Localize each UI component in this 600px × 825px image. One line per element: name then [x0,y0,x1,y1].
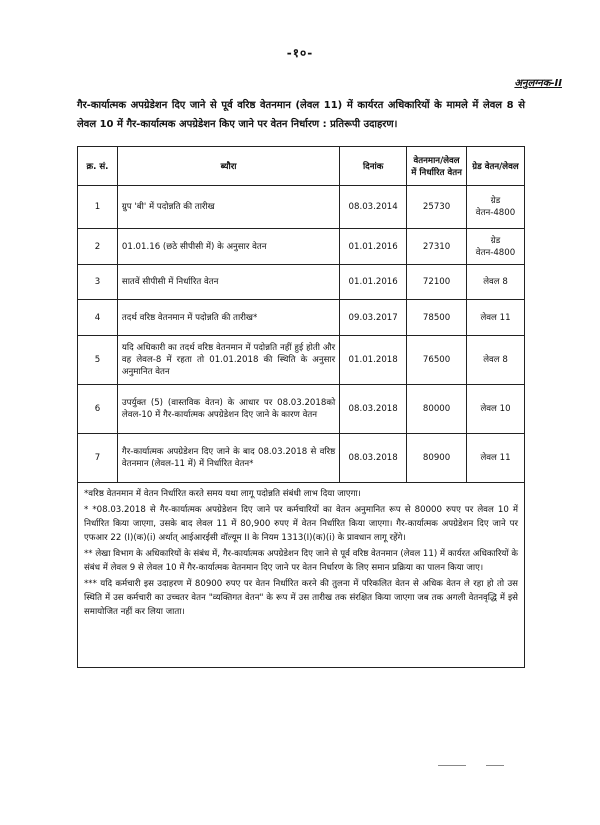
cell-date: 01.01.2018 [340,336,407,385]
cell-grade: लेवल 8 [467,336,525,385]
scan-mark [438,765,466,766]
cell-details: 01.01.16 (छठे सीपीसी में) के अनुसार वेतन [117,229,339,265]
table-row [78,336,525,385]
header-pay: वेतनमान/लेवल में निर्धारित वेतन [407,147,467,186]
cell-date: 09.03.2017 [340,300,407,336]
note-2: * *08.03.2018 से गैर-कार्यात्मक अपग्रेडेशन दिए जाने पर कर्मचारियों का वेतन अनुमानित रूप से 80000 रुपए पर लेवल 10 में निर्धारित किया जाएगा, उसके बाद लेवल 11 में 80,900 रुपए में वेतन निर्धारित किया जाएगा। गैर-कार्यात्मक अपग्रेडेशन दिए जाने पर एफआर 22 (I)(क)(i) अर्थात् आईआरईसी वॉल्यूम II के नियम 1313(I)(क)(i) के प्रावधान लागू रहेंगे। [84,505,518,543]
notes-cell [78,483,525,668]
cell-pay: 78500 [407,300,467,336]
cell-details: सातवें सीपीसी में निर्धारित वेतन [117,265,339,300]
table-row [78,385,525,434]
cell-pay: 72100 [407,265,467,300]
table-row [78,229,525,265]
cell-grade: लेवल 8 [467,265,525,300]
table-row [78,434,525,483]
cell-pay: 76500 [407,336,467,385]
cell-grade: लेवल 11 [467,434,525,483]
cell-grade: लेवल 11 [467,300,525,336]
annexure-label: अनुलग्नक-II [514,78,562,89]
cell-details: ग्रुप 'बी' में पदोन्नति की तारीख [117,186,339,229]
cell-pay: 27310 [407,229,467,265]
scan-mark [486,765,504,766]
cell-pay: 80000 [407,385,467,434]
cell-grade: लेवल 10 [467,385,525,434]
header-serial: क्र. सं. [78,147,118,186]
cell-pay: 80900 [407,434,467,483]
cell-serial: 6 [78,385,118,434]
cell-date: 08.03.2018 [340,385,407,434]
cell-details: गैर-कार्यात्मक अपग्रेडेशन दिए जाने के बाद 08.03.2018 से वरिष्ठ वेतनमान (लेवल-11 में) में निर्धारित वेतन* [117,434,339,483]
cell-details: उपर्युक्त (5) (वास्तविक वेतन) के आधार पर 08.03.2018को लेवल-10 में गैर-कार्यात्मक अपग्रेडेशन दिए जाने के कारण वेतन [117,385,339,434]
cell-serial: 5 [78,336,118,385]
table-row [78,186,525,229]
table-row [78,265,525,300]
cell-serial: 7 [78,434,118,483]
header-grade: ग्रेड वेतन/लेवल [467,147,525,186]
note-1: *वरिष्ठ वेतनमान में वेतन निर्धारित करते समय यथा लागू पदोन्नति संबंधी लाभ दिया जाएगा। [84,489,361,499]
table-header-row [78,147,525,186]
notes-row [78,483,525,668]
cell-date: 08.03.2018 [340,434,407,483]
note-3: ** लेखा विभाग के अधिकारियों के संबंध में, गैर-कार्यात्मक अपग्रेडेशन दिए जाने से पूर्व वरिष्ठ वेतनमान (लेवल 11) में कार्यरत अधिकारियों के संबंध में लेवल 9 से लेवल 10 में गैर-कार्यात्मक वेतनमान दिए जाने पर वेतन निर्धारण के लिए समान प्रक्रिया का पालन किया जाए। [84,549,518,573]
cell-date: 01.01.2016 [340,265,407,300]
cell-date: 01.01.2016 [340,229,407,265]
cell-details: तदर्थ वरिष्ठ वेतनमान में पदोन्नति की तारीख* [117,300,339,336]
header-date: दिनांक [340,147,407,186]
cell-date: 08.03.2014 [340,186,407,229]
pay-fixation-table [77,146,525,668]
cell-details: यदि अधिकारी का तदर्थ वरिष्ठ वेतनमान में पदोन्नति नहीं हुई होती और वह लेवल-8 में रहता तो 01.01.2018 की स्थिति के अनुसार अनुमानित वेतन [117,336,339,385]
cell-serial: 4 [78,300,118,336]
cell-serial: 3 [78,265,118,300]
cell-serial: 1 [78,186,118,229]
header-details: ब्यौरा [117,147,339,186]
table-row [78,300,525,336]
note-4: *** यदि कर्मचारी इस उदाहरण में 80900 रुपए पर वेतन निर्धारित करने की तुलना में परिकलित वेतन से अधिक वेतन ले रहा हो तो उस स्थिति में उस कर्मचारी का उच्चतर वेतन "व्यक्तिगत वेतन" के रूप में उस तारीख तक संरक्षित किया जाएगा जब तक अगली वेतनवृद्धि में इसे समायोजित नहीं कर लिया जाता। [84,579,518,617]
cell-grade: ग्रेड वेतन-4800 [467,229,525,265]
cell-serial: 2 [78,229,118,265]
page-heading: गैर-कार्यात्मक अपग्रेडेशन दिए जाने से पूर्व वरिष्ठ वेतनमान (लेवल 11) में कार्यरत अधिकारियों के मामले में लेवल 8 से लेवल 10 में गैर-कार्यात्मक अपग्रेडेशन किए जाने पर वेतन निर्धारण : प्रतिरूपी उदाहरण। [77,100,525,130]
page-number: -१०- [286,46,314,60]
cell-pay: 25730 [407,186,467,229]
cell-grade: ग्रेड वेतन-4800 [467,186,525,229]
